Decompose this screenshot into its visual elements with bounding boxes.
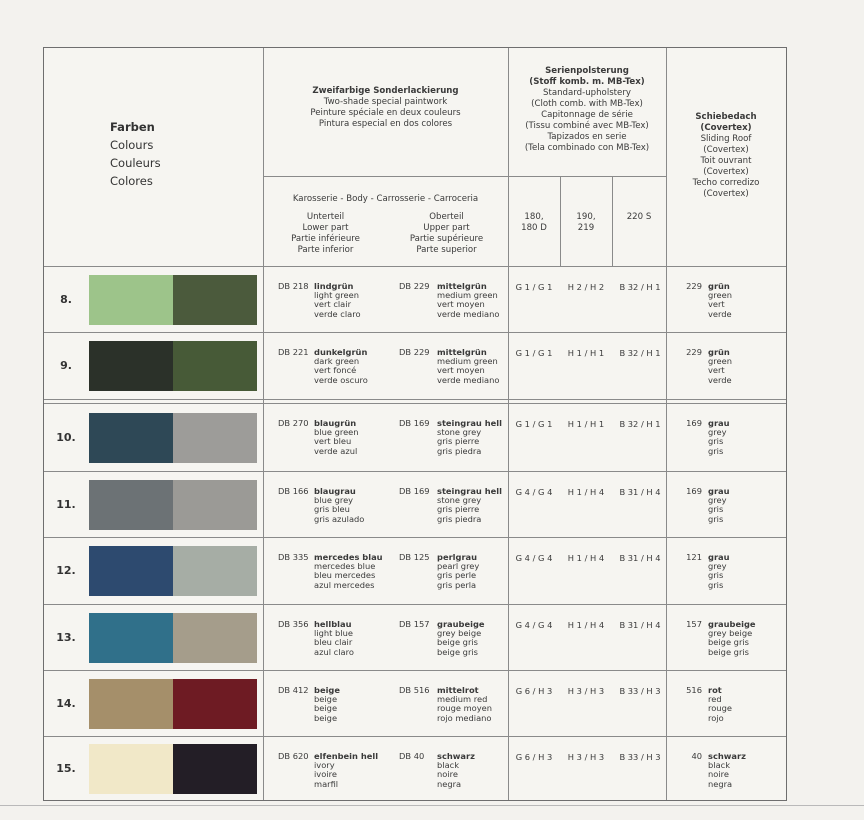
upper-paint-name: rouge moyen bbox=[437, 703, 493, 714]
upholstery-header-fr-sub: (Tissu combiné avec MB-Tex) bbox=[525, 121, 649, 131]
upper-paint-name: medium green bbox=[437, 290, 498, 301]
two-shade-header bbox=[263, 86, 508, 130]
two-shade-header-fr: Peinture spéciale en deux couleurs bbox=[310, 108, 461, 118]
roof-name: grey beige bbox=[708, 628, 753, 639]
upper-part-en: Upper part bbox=[423, 223, 470, 233]
upholstery-code: H 2 / H 2 bbox=[567, 282, 605, 292]
upper-paint bbox=[399, 620, 517, 664]
upper-paint-name: grey beige bbox=[437, 628, 482, 639]
lower-paint-name: beige bbox=[314, 703, 338, 714]
lower-paint-code: DB 412 bbox=[278, 685, 309, 695]
lower-paint-name: blue grey bbox=[314, 495, 354, 506]
upper-paint-name: steingrau hell bbox=[437, 418, 502, 428]
upholstery-header-de: Serienpolsterung bbox=[545, 66, 629, 76]
sliding-roof-color bbox=[674, 620, 784, 664]
upper-paint-code: DB 40 bbox=[399, 751, 425, 761]
lower-paint-name: ivoire bbox=[314, 769, 337, 780]
lower-paint-name: beige bbox=[314, 712, 338, 723]
upholstery-header-de-sub: (Stoff komb. m. MB-Tex) bbox=[529, 77, 645, 87]
roof-names bbox=[708, 487, 730, 524]
upper-paint-code: DB 229 bbox=[399, 281, 430, 291]
upholstery-code: G 4 / G 4 bbox=[515, 620, 553, 630]
roof-name: grau bbox=[708, 486, 730, 496]
lower-paint-name: beige bbox=[314, 685, 340, 695]
upholstery-header bbox=[508, 66, 666, 154]
roof-names bbox=[708, 348, 732, 385]
sliding-roof-color bbox=[674, 348, 784, 392]
lower-part-en: Lower part bbox=[302, 223, 349, 233]
upper-color-swatch bbox=[173, 546, 257, 596]
upper-paint-name: vert moyen bbox=[437, 299, 485, 310]
upholstery-code: B 33 / H 3 bbox=[619, 752, 661, 762]
upholstery-code: H 1 / H 1 bbox=[567, 419, 605, 429]
lower-paint-name: mercedes blau bbox=[314, 552, 383, 562]
roof-name: gris bbox=[708, 579, 724, 590]
lower-paint-name: dark green bbox=[314, 356, 360, 367]
roof-name: schwarz bbox=[708, 751, 746, 761]
lower-part-de: Unterteil bbox=[306, 212, 345, 222]
roof-name: gris bbox=[708, 504, 724, 515]
page-bottom-rule bbox=[0, 805, 864, 806]
upper-color-swatch bbox=[173, 679, 257, 729]
lower-part-es: Parte inferior bbox=[297, 245, 354, 255]
lower-paint-name: bleu mercedes bbox=[314, 570, 376, 581]
lower-paint bbox=[278, 348, 396, 392]
lower-paint-name: gris bleu bbox=[314, 504, 350, 515]
roof-code: 157 bbox=[686, 619, 702, 629]
lower-paint-name: blue green bbox=[314, 427, 359, 438]
roof-name: beige gris bbox=[708, 646, 749, 657]
model-190-line2: 219 bbox=[577, 223, 595, 233]
roof-name: gris bbox=[708, 445, 724, 456]
lower-paint-name: gris azulado bbox=[314, 513, 365, 524]
upper-paint-code: DB 169 bbox=[399, 418, 430, 428]
upper-paint-name: noire bbox=[437, 769, 458, 780]
roof-name: vert bbox=[708, 299, 725, 310]
roof-code: 229 bbox=[686, 281, 702, 291]
sliding-roof-color bbox=[674, 282, 784, 326]
colors-header-en: Colours bbox=[110, 138, 154, 152]
upper-paint-name: gris piedra bbox=[437, 445, 482, 456]
lower-paint-name: elfenbein hell bbox=[314, 751, 379, 761]
roof-name: green bbox=[708, 356, 732, 367]
model-180-line1: 180, bbox=[524, 212, 544, 222]
roof-name: grey bbox=[708, 495, 727, 506]
upper-paint-name: mittelgrün bbox=[437, 281, 487, 291]
two-shade-header-de: Zweifarbige Sonderlackierung bbox=[312, 86, 459, 96]
color-row bbox=[44, 538, 786, 604]
lower-color-swatch bbox=[89, 613, 173, 663]
roof-name: rojo bbox=[708, 712, 724, 723]
roof-name: black bbox=[708, 760, 731, 771]
lower-paint-name: azul claro bbox=[314, 646, 354, 657]
color-row bbox=[44, 404, 786, 471]
roof-names bbox=[708, 419, 730, 456]
lower-paint-name: vert foncé bbox=[314, 365, 357, 376]
upholstery-code: H 1 / H 4 bbox=[567, 553, 605, 563]
lower-paint-code: DB 166 bbox=[278, 486, 309, 496]
lower-paint-names bbox=[314, 419, 359, 456]
roof-name: noire bbox=[708, 769, 729, 780]
upper-paint-names bbox=[437, 487, 502, 524]
colors-header bbox=[110, 118, 161, 190]
upholstery-code: G 4 / G 4 bbox=[515, 553, 553, 563]
upholstery-code: G 1 / G 1 bbox=[515, 282, 553, 292]
upper-paint-name: gris pierre bbox=[437, 436, 480, 447]
roof-names bbox=[708, 282, 732, 319]
roof-code: 516 bbox=[686, 685, 702, 695]
roof-code: 169 bbox=[686, 418, 702, 428]
lower-paint-code: DB 221 bbox=[278, 347, 309, 357]
lower-paint-name: blaugrün bbox=[314, 418, 357, 428]
upholstery-code: B 32 / H 1 bbox=[619, 419, 661, 429]
upper-part-de: Oberteil bbox=[429, 212, 464, 222]
body-subheader: Karosserie - Body - Carrosserie - Carroceria bbox=[292, 194, 479, 204]
lower-paint-names bbox=[314, 752, 378, 789]
lower-paint bbox=[278, 282, 396, 326]
upper-paint bbox=[399, 553, 517, 597]
lower-paint bbox=[278, 419, 396, 463]
upper-paint-name: rojo mediano bbox=[437, 712, 492, 723]
lower-paint-name: marfil bbox=[314, 778, 339, 789]
upper-paint-names bbox=[437, 752, 475, 789]
lower-paint-name: bleu clair bbox=[314, 637, 353, 648]
lower-paint-name: verde oscuro bbox=[314, 374, 368, 385]
upper-paint-names bbox=[437, 282, 499, 319]
upper-part-fr: Partie supérieure bbox=[409, 234, 484, 244]
upper-color-swatch bbox=[173, 413, 257, 463]
roof-name: green bbox=[708, 290, 732, 301]
roof-name: beige gris bbox=[708, 637, 749, 648]
upper-paint-name: verde mediano bbox=[437, 374, 500, 385]
upholstery-code: H 3 / H 3 bbox=[567, 752, 605, 762]
model-header-190 bbox=[560, 212, 612, 234]
upholstery-header-en-sub: (Cloth comb. with MB-Tex) bbox=[531, 99, 643, 109]
colors-header-fr: Couleurs bbox=[110, 156, 161, 170]
upholstery-header-es-sub: (Tela combinado con MB-Tex) bbox=[524, 143, 650, 153]
upper-paint-name: pearl grey bbox=[437, 561, 480, 572]
lower-paint-names bbox=[314, 620, 354, 657]
upper-paint-name: steingrau hell bbox=[437, 486, 502, 496]
lower-paint-name: vert bleu bbox=[314, 436, 352, 447]
upper-paint-names bbox=[437, 348, 499, 385]
upholstery-code: B 32 / H 1 bbox=[619, 282, 661, 292]
color-row bbox=[44, 605, 786, 670]
lower-color-swatch bbox=[89, 480, 173, 530]
lower-color-swatch bbox=[89, 546, 173, 596]
upper-paint-code: DB 516 bbox=[399, 685, 430, 695]
lower-paint-name: vert clair bbox=[314, 299, 351, 310]
roof-names bbox=[708, 752, 746, 789]
upper-paint-name: stone grey bbox=[437, 495, 482, 506]
roof-name: rouge bbox=[708, 703, 732, 714]
model-header-220s bbox=[612, 212, 666, 223]
row-number: 13. bbox=[56, 631, 76, 644]
model-220s-line1: 220 S bbox=[626, 212, 652, 222]
upper-paint-name: vert moyen bbox=[437, 365, 485, 376]
sliding-roof-color bbox=[674, 752, 784, 796]
upper-paint-name: negra bbox=[437, 778, 462, 789]
upper-paint-code: DB 157 bbox=[399, 619, 430, 629]
sliding-roof-color bbox=[674, 487, 784, 531]
upper-paint-name: beige gris bbox=[437, 646, 478, 657]
lower-paint-name: azul mercedes bbox=[314, 579, 375, 590]
lower-paint-name: blaugrau bbox=[314, 486, 356, 496]
upper-paint-name: beige gris bbox=[437, 637, 478, 648]
roof-name: verde bbox=[708, 308, 732, 319]
two-shade-header-en: Two-shade special paintwork bbox=[323, 97, 448, 107]
lower-paint-name: lindgrün bbox=[314, 281, 354, 291]
lower-paint bbox=[278, 620, 396, 664]
lower-paint bbox=[278, 553, 396, 597]
upper-paint bbox=[399, 752, 517, 796]
upper-part-es: Parte superior bbox=[416, 245, 477, 255]
upholstery-header-fr: Capitonnage de série bbox=[541, 110, 633, 120]
upholstery-code: G 6 / H 3 bbox=[515, 686, 553, 696]
roof-names bbox=[708, 553, 730, 590]
lower-paint-name: dunkelgrün bbox=[314, 347, 368, 357]
upholstery-code: G 1 / G 1 bbox=[515, 419, 553, 429]
upholstery-code: B 31 / H 4 bbox=[619, 553, 661, 563]
roof-names bbox=[708, 686, 732, 723]
roof-code: 229 bbox=[686, 347, 702, 357]
upholstery-code: B 33 / H 3 bbox=[619, 686, 661, 696]
roof-name: gris bbox=[708, 436, 724, 447]
model-180-line2: 180 D bbox=[521, 223, 547, 233]
upper-paint-name: perlgrau bbox=[437, 552, 478, 562]
roof-code: 121 bbox=[686, 552, 702, 562]
lower-paint-names bbox=[314, 348, 368, 385]
lower-paint-code: DB 620 bbox=[278, 751, 309, 761]
lower-paint-code: DB 218 bbox=[278, 281, 309, 291]
lower-part-fr: Partie inférieure bbox=[291, 234, 360, 244]
upper-paint-name: gris perla bbox=[437, 579, 477, 590]
roof-name: rot bbox=[708, 685, 722, 695]
roof-name: gris bbox=[708, 513, 724, 524]
upper-paint-name: schwarz bbox=[437, 751, 475, 761]
roof-name: vert bbox=[708, 365, 725, 376]
model-190-line1: 190, bbox=[576, 212, 596, 222]
lower-paint-names bbox=[314, 487, 364, 524]
lower-paint-names bbox=[314, 553, 383, 590]
upper-paint bbox=[399, 282, 517, 326]
lower-paint-names bbox=[314, 686, 340, 723]
upholstery-header-es: Tapizados en serie bbox=[547, 132, 627, 142]
lower-paint bbox=[278, 487, 396, 531]
upper-paint-name: stone grey bbox=[437, 427, 482, 438]
upholstery-code: B 31 / H 4 bbox=[619, 620, 661, 630]
upholstery-code: H 1 / H 4 bbox=[567, 620, 605, 630]
lower-paint-code: DB 356 bbox=[278, 619, 309, 629]
upholstery-code: B 31 / H 4 bbox=[619, 487, 661, 497]
lower-paint-name: hellblau bbox=[314, 619, 352, 629]
lower-color-swatch bbox=[89, 341, 173, 391]
color-row bbox=[44, 737, 786, 801]
lower-paint-code: DB 335 bbox=[278, 552, 309, 562]
upholstery-code: H 3 / H 3 bbox=[567, 686, 605, 696]
roof-header-fr: Toit ouvrant bbox=[700, 156, 752, 166]
upper-paint-names bbox=[437, 419, 502, 456]
roof-name: red bbox=[708, 694, 722, 705]
row-number: 9. bbox=[60, 359, 72, 372]
upper-paint-code: DB 229 bbox=[399, 347, 430, 357]
roof-name: grau bbox=[708, 418, 730, 428]
lower-paint bbox=[278, 686, 396, 730]
roof-names bbox=[708, 620, 756, 657]
upholstery-code: G 1 / G 1 bbox=[515, 348, 553, 358]
lower-paint bbox=[278, 752, 396, 796]
color-row bbox=[44, 671, 786, 736]
lower-paint-name: light green bbox=[314, 290, 359, 301]
row-number: 12. bbox=[56, 564, 76, 577]
upper-paint-names bbox=[437, 620, 485, 657]
upholstery-code: H 1 / H 4 bbox=[567, 487, 605, 497]
upper-paint bbox=[399, 487, 517, 531]
roof-name: gris bbox=[708, 570, 724, 581]
upper-paint bbox=[399, 686, 517, 730]
lower-paint-code: DB 270 bbox=[278, 418, 309, 428]
model-header-180 bbox=[508, 212, 560, 234]
color-row bbox=[44, 333, 786, 399]
upholstery-code: B 32 / H 1 bbox=[619, 348, 661, 358]
row-number: 15. bbox=[56, 762, 76, 775]
upper-color-swatch bbox=[173, 613, 257, 663]
lower-color-swatch bbox=[89, 413, 173, 463]
row-number: 11. bbox=[56, 498, 76, 511]
roof-header-de: Schiebedach bbox=[695, 112, 757, 122]
lower-paint-name: verde azul bbox=[314, 445, 358, 456]
roof-name: graubeige bbox=[708, 619, 756, 629]
roof-name: verde bbox=[708, 374, 732, 385]
upper-paint-name: gris piedra bbox=[437, 513, 482, 524]
roof-code: 40 bbox=[691, 751, 702, 761]
roof-name: grey bbox=[708, 427, 727, 438]
colors-header-es: Colores bbox=[110, 174, 153, 188]
upper-paint-name: graubeige bbox=[437, 619, 485, 629]
roof-name: negra bbox=[708, 778, 733, 789]
row-number: 8. bbox=[60, 293, 72, 306]
roof-name: grey bbox=[708, 561, 727, 572]
roof-header-de-sub: (Covertex) bbox=[700, 123, 752, 133]
upper-paint-code: DB 125 bbox=[399, 552, 430, 562]
upper-paint-name: mittelgrün bbox=[437, 347, 487, 357]
two-shade-header-es: Pintura especial en dos colores bbox=[318, 119, 453, 129]
upper-paint-name: verde mediano bbox=[437, 308, 500, 319]
upper-paint-name: black bbox=[437, 760, 460, 771]
roof-header-en: Sliding Roof bbox=[700, 134, 752, 144]
lower-paint-name: ivory bbox=[314, 760, 335, 771]
lower-paint-name: mercedes blue bbox=[314, 561, 376, 572]
color-row bbox=[44, 267, 786, 332]
upper-paint-name: mittelrot bbox=[437, 685, 479, 695]
color-chart-table bbox=[43, 47, 787, 801]
lower-paint-names bbox=[314, 282, 361, 319]
row-number: 10. bbox=[56, 431, 76, 444]
roof-code: 169 bbox=[686, 486, 702, 496]
colors-header-de: Farben bbox=[110, 120, 155, 134]
lower-paint-name: light blue bbox=[314, 628, 353, 639]
lower-color-swatch bbox=[89, 679, 173, 729]
lower-color-swatch bbox=[89, 275, 173, 325]
upper-color-swatch bbox=[173, 275, 257, 325]
upper-part-header bbox=[384, 212, 509, 256]
lower-part-header bbox=[263, 212, 388, 256]
upper-paint-name: gris perle bbox=[437, 570, 477, 581]
lower-color-swatch bbox=[89, 744, 173, 794]
upholstery-code: G 4 / G 4 bbox=[515, 487, 553, 497]
lower-paint-name: verde claro bbox=[314, 308, 361, 319]
upper-paint-name: gris pierre bbox=[437, 504, 480, 515]
color-row bbox=[44, 472, 786, 537]
sliding-roof-color bbox=[674, 686, 784, 730]
upper-paint-names bbox=[437, 686, 492, 723]
sliding-roof-color bbox=[674, 553, 784, 597]
upholstery-code: H 1 / H 1 bbox=[567, 348, 605, 358]
upper-paint-name: medium red bbox=[437, 694, 488, 705]
upper-paint-name: medium green bbox=[437, 356, 498, 367]
upholstery-header-en: Standard-upholstery bbox=[543, 88, 631, 98]
upper-color-swatch bbox=[173, 341, 257, 391]
lower-paint-name: beige bbox=[314, 694, 338, 705]
row-number: 14. bbox=[56, 697, 76, 710]
roof-header-es-sub: (Covertex) bbox=[703, 189, 749, 199]
upper-paint-code: DB 169 bbox=[399, 486, 430, 496]
upper-paint bbox=[399, 419, 517, 463]
sliding-roof-header bbox=[666, 112, 786, 200]
roof-header-es: Techo corredizo bbox=[692, 178, 760, 188]
roof-name: grün bbox=[708, 281, 730, 291]
upper-color-swatch bbox=[173, 744, 257, 794]
roof-name: grün bbox=[708, 347, 730, 357]
upholstery-code: G 6 / H 3 bbox=[515, 752, 553, 762]
roof-header-en-sub: (Covertex) bbox=[703, 145, 749, 155]
upper-color-swatch bbox=[173, 480, 257, 530]
sliding-roof-color bbox=[674, 419, 784, 463]
roof-header-fr-sub: (Covertex) bbox=[703, 167, 749, 177]
upper-paint bbox=[399, 348, 517, 392]
upper-paint-names bbox=[437, 553, 479, 590]
roof-name: grau bbox=[708, 552, 730, 562]
